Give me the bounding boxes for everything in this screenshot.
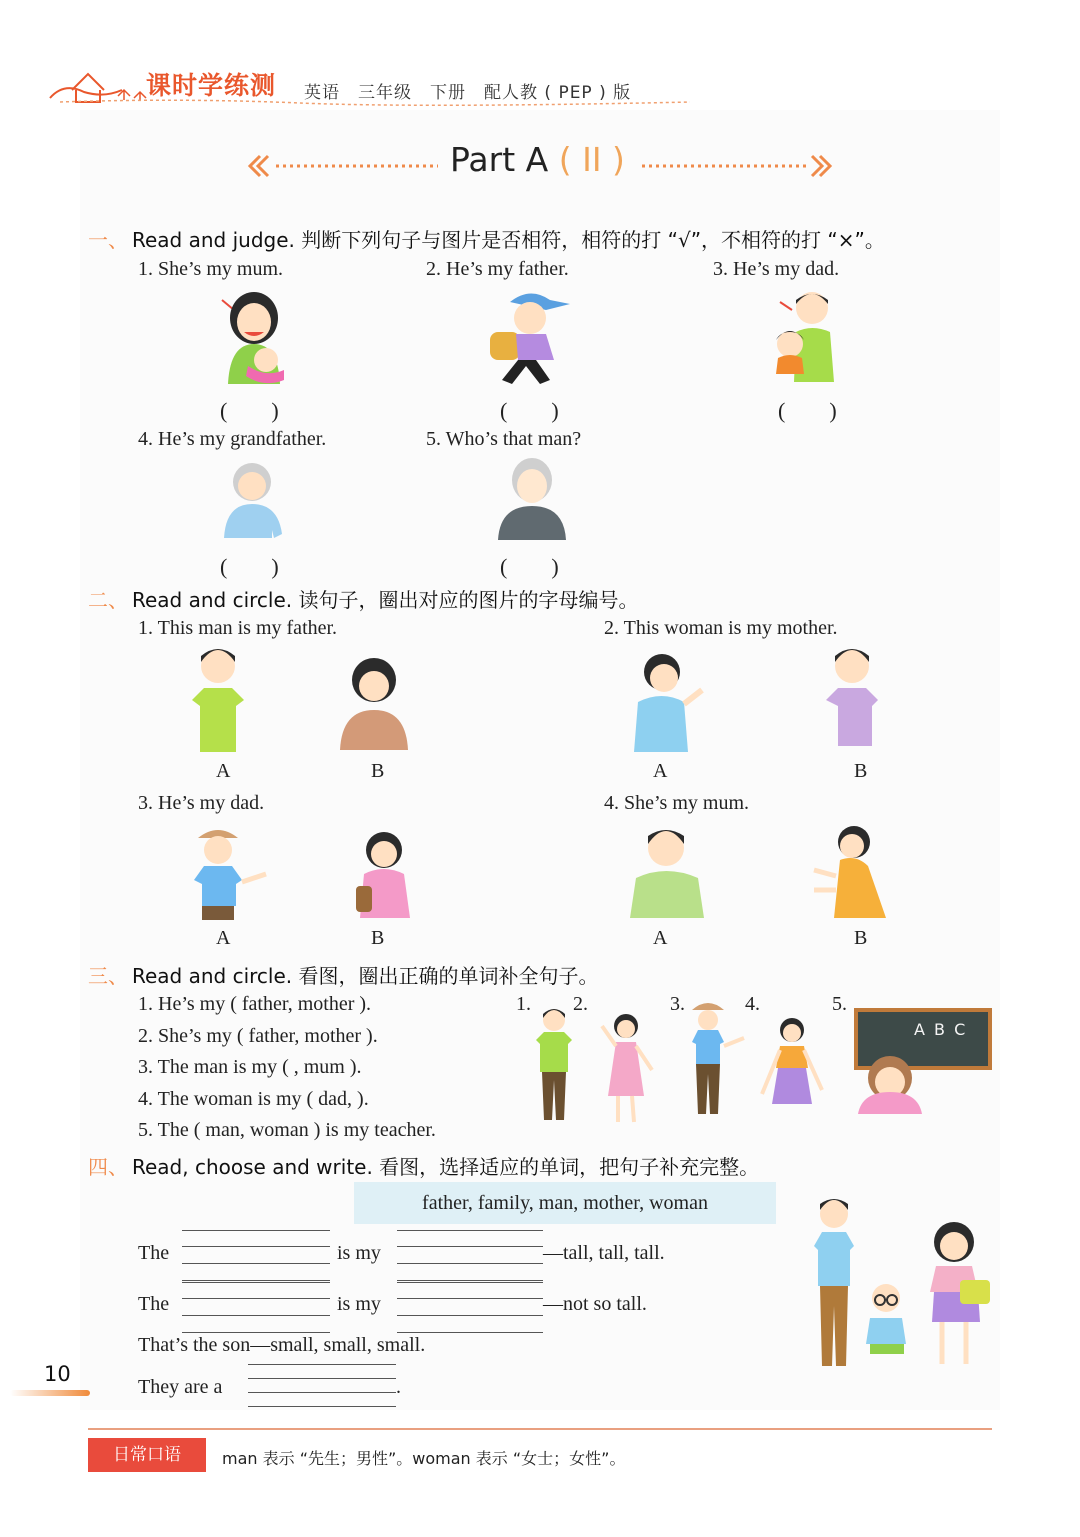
s4-line2-mid: is my [337, 1293, 381, 1315]
s4-line1-end: —tall, tall, tall. [543, 1242, 665, 1264]
s2-q2-option-a[interactable]: A [653, 760, 668, 782]
s4-line4-blank[interactable] [248, 1364, 396, 1408]
s1-question-1: 1. She’s my mum. [138, 258, 284, 280]
s1-answer-3[interactable]: ( ) [778, 398, 837, 423]
woman-pink-shirt-illustration[interactable] [336, 826, 418, 920]
s1-question-3: 3. He’s my dad. [713, 258, 840, 280]
grandmother-illustration [218, 458, 290, 542]
s3-man-illustration [532, 1006, 576, 1126]
section1-heading [88, 224, 885, 253]
family-illustration [808, 1196, 994, 1374]
daily-phrase-badge: 日常口语 [88, 1438, 206, 1472]
woman-orange-shirt-illustration[interactable] [806, 820, 890, 920]
s3-blackboard-text: A B C [914, 1020, 968, 1039]
s3-sentence-1[interactable]: 1. He’s my ( father, mother ). [138, 993, 372, 1015]
s1-answer-4[interactable]: ( ) [220, 554, 279, 579]
section3-heading [88, 960, 599, 989]
section4-number: 四、 [88, 1155, 128, 1179]
s4-line3: That’s the son—small, small, small. [138, 1334, 426, 1356]
s2-question-2: 2. This woman is my mother. [604, 617, 838, 639]
section1-title: Read and judge. 判断下列句子与图片是否相符，相符的打 “√”，不相符的打 “×”。 [132, 228, 885, 252]
s2-q1-option-b[interactable]: B [371, 760, 385, 782]
s1-answer-2[interactable]: ( ) [500, 398, 559, 423]
man-green-shirt-illustration[interactable] [188, 644, 252, 754]
s3-pic-label-1: 1. [516, 993, 531, 1015]
section4-heading [88, 1151, 759, 1180]
section2-heading [88, 584, 639, 613]
section2-number: 二、 [88, 588, 128, 612]
s4-line1-mid: is my [337, 1242, 381, 1264]
mum-with-baby-illustration [214, 288, 294, 388]
s2-question-3: 3. He’s my dad. [138, 792, 265, 814]
s2-q2-option-b[interactable]: B [854, 760, 868, 782]
s2-question-4: 4. She’s my mum. [604, 792, 750, 814]
word-bank: father, family, man, mother, woman [354, 1182, 776, 1224]
man-purple-shirt-illustration[interactable] [824, 644, 884, 756]
s1-question-5: 5. Who’s that man? [426, 428, 582, 450]
part-title-text: Part A [450, 140, 549, 179]
man-light-green-shirt-illustration[interactable] [624, 822, 710, 920]
s3-pic-label-3: 3. [670, 993, 685, 1015]
s1-question-4: 4. He’s my grandfather. [138, 428, 327, 450]
part-title [450, 140, 625, 179]
dad-with-child-illustration [762, 286, 846, 386]
s4-line2-start: The [138, 1293, 170, 1315]
s3-pic-label-4: 4. [745, 993, 760, 1015]
s3-sentence-2[interactable]: 2. She’s my ( father, mother ). [138, 1025, 378, 1047]
man-with-hat-illustration[interactable] [188, 822, 274, 922]
s3-sentence-5[interactable]: 5. The ( man, woman ) is my teacher. [138, 1119, 436, 1141]
s4-line2-blank-2[interactable] [397, 1282, 543, 1334]
s4-line2-end: —not so tall. [543, 1293, 647, 1315]
s2-q4-option-a[interactable]: A [653, 927, 668, 949]
s2-q3-option-a[interactable]: A [216, 927, 231, 949]
s3-pic-label-2: 2. [573, 993, 588, 1015]
s2-q1-option-a[interactable]: A [216, 760, 231, 782]
footer-divider [88, 1428, 992, 1430]
brand-title: 课时学练测 [146, 71, 277, 100]
s3-man-with-hat-illustration [686, 998, 748, 1120]
page-number: 10 [44, 1362, 71, 1386]
s2-question-1: 1. This man is my father. [138, 617, 338, 639]
left-chevron-decoration [246, 152, 442, 180]
woman-blue-shirt-illustration[interactable] [624, 648, 716, 754]
s4-line2-blank-1[interactable] [182, 1282, 330, 1334]
s1-question-2: 2. He’s my father. [426, 258, 569, 280]
daily-phrase-text: man 表示 “先生；男性”。woman 表示 “女士；女性”。 [222, 1449, 626, 1468]
section3-title: Read and circle. 看图，圈出正确的单词补全句子。 [132, 964, 599, 988]
s1-answer-5[interactable]: ( ) [500, 554, 559, 579]
s4-line1-blank-2[interactable] [397, 1230, 543, 1282]
section4-title: Read, choose and write. 看图，选择适应的单词，把句子补充完整。 [132, 1155, 760, 1179]
s2-q4-option-b[interactable]: B [854, 927, 868, 949]
page-number-underline [10, 1388, 90, 1398]
s3-pic-label-5: 5. [832, 993, 847, 1015]
section3-number: 三、 [88, 964, 128, 988]
s3-sentence-3[interactable]: 3. The man is my ( , mum ). [138, 1056, 362, 1078]
grandfather-illustration [496, 454, 568, 542]
s4-line4-end: . [396, 1376, 401, 1398]
section1-number: 一、 [88, 228, 128, 252]
section2-title: Read and circle. 读句子，圈出对应的图片的字母编号。 [132, 588, 639, 612]
right-chevron-decoration [640, 152, 836, 180]
s1-answer-1[interactable]: ( ) [220, 398, 279, 423]
s3-sentence-4[interactable]: 4. The woman is my ( dad, ). [138, 1088, 369, 1110]
s3-woman-orange-illustration [756, 1016, 830, 1122]
s4-line4-start: They are a [138, 1376, 223, 1398]
s4-line1-blank-1[interactable] [182, 1230, 330, 1282]
boy-with-backpack-illustration [488, 288, 574, 388]
s3-woman-pink-illustration [596, 1010, 662, 1124]
woman-brown-dress-illustration[interactable] [338, 654, 410, 752]
book-subtitle: 英语 三年级 下册 配人教 ( PEP ) 版 [304, 83, 632, 103]
s2-q3-option-b[interactable]: B [371, 927, 385, 949]
s4-line1-start: The [138, 1242, 170, 1264]
part-title-number: ( II ) [558, 140, 625, 179]
